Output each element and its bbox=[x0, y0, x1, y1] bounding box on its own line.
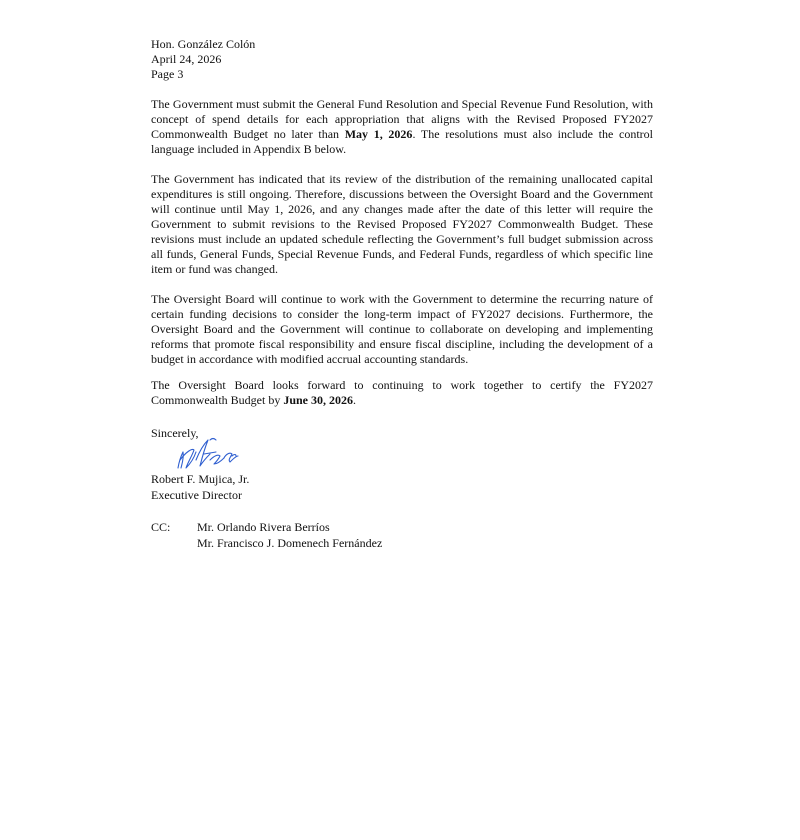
cc-row bbox=[151, 536, 551, 552]
deadline-date: May 1, 2026 bbox=[344, 127, 413, 141]
signer-name: Robert F. Mujica, Jr. bbox=[151, 472, 250, 486]
paragraph-recurring-decisions: The Oversight Board will continue to work with the Government to determine the recurring nature of certain funding decisions to consider the long-term impact of FY2027 decisions. Furthermore, the Oversight Board and the Government will continue to collaborate on developing and implementing reforms that promote fiscal responsibility and ensure fiscal discipline, including the development of a budget in accordance with modified accrual accounting standards. bbox=[151, 292, 653, 366]
cc-row bbox=[151, 520, 551, 536]
paragraph-capital-expenditures: The Government has indicated that its review of the distribution of the remaining unallocated capital expenditures is still ongoing. Therefore, discussions between the Oversight Board and the Government will continue until May 1, 2026, and any changes made after the date of this letter will require the Government to submit revisions to the Revised Proposed FY2027 Commonwealth Budget. These revisions must include an updated schedule reflecting the Government’s full budget submission across all funds, General Funds, Special Revenue Funds, and Federal Funds, regardless of which specific line item or fund was changed. bbox=[151, 172, 653, 276]
cc-label: CC: bbox=[151, 520, 171, 534]
closing-salutation: Sincerely, bbox=[151, 426, 199, 440]
letter-date: April 24, 2026 bbox=[151, 52, 222, 66]
paragraph-text: . bbox=[353, 393, 357, 407]
cc-recipient: Mr. Francisco J. Domenech Fernández bbox=[197, 536, 383, 550]
paragraph-certification bbox=[151, 378, 653, 408]
certification-date: June 30, 2026 bbox=[283, 393, 354, 407]
cc-block bbox=[151, 520, 551, 552]
cc-recipient: Mr. Orlando Rivera Berríos bbox=[197, 520, 330, 534]
letter-header bbox=[151, 37, 551, 82]
paragraph-fund-resolutions bbox=[151, 97, 653, 157]
page-number: Page 3 bbox=[151, 67, 184, 81]
paragraph-text: The Oversight Board looks forward to continuing to work together to certify the FY2027 Commonwealth Budget by bbox=[151, 378, 653, 407]
paragraph-text: . The resolutions must also include the control language included in Appendix B below. bbox=[151, 127, 653, 156]
paragraph-text: The Government must submit the General Fund Resolution and Special Revenue Fund Resolution, with concept of spend details for each appropriation that aligns with the Revised Proposed FY2027 Commonwealth Budget no later than bbox=[151, 97, 653, 141]
recipient-name: Hon. González Colón bbox=[151, 37, 256, 51]
signer-title: Executive Director bbox=[151, 488, 242, 502]
signer-block bbox=[151, 472, 451, 504]
